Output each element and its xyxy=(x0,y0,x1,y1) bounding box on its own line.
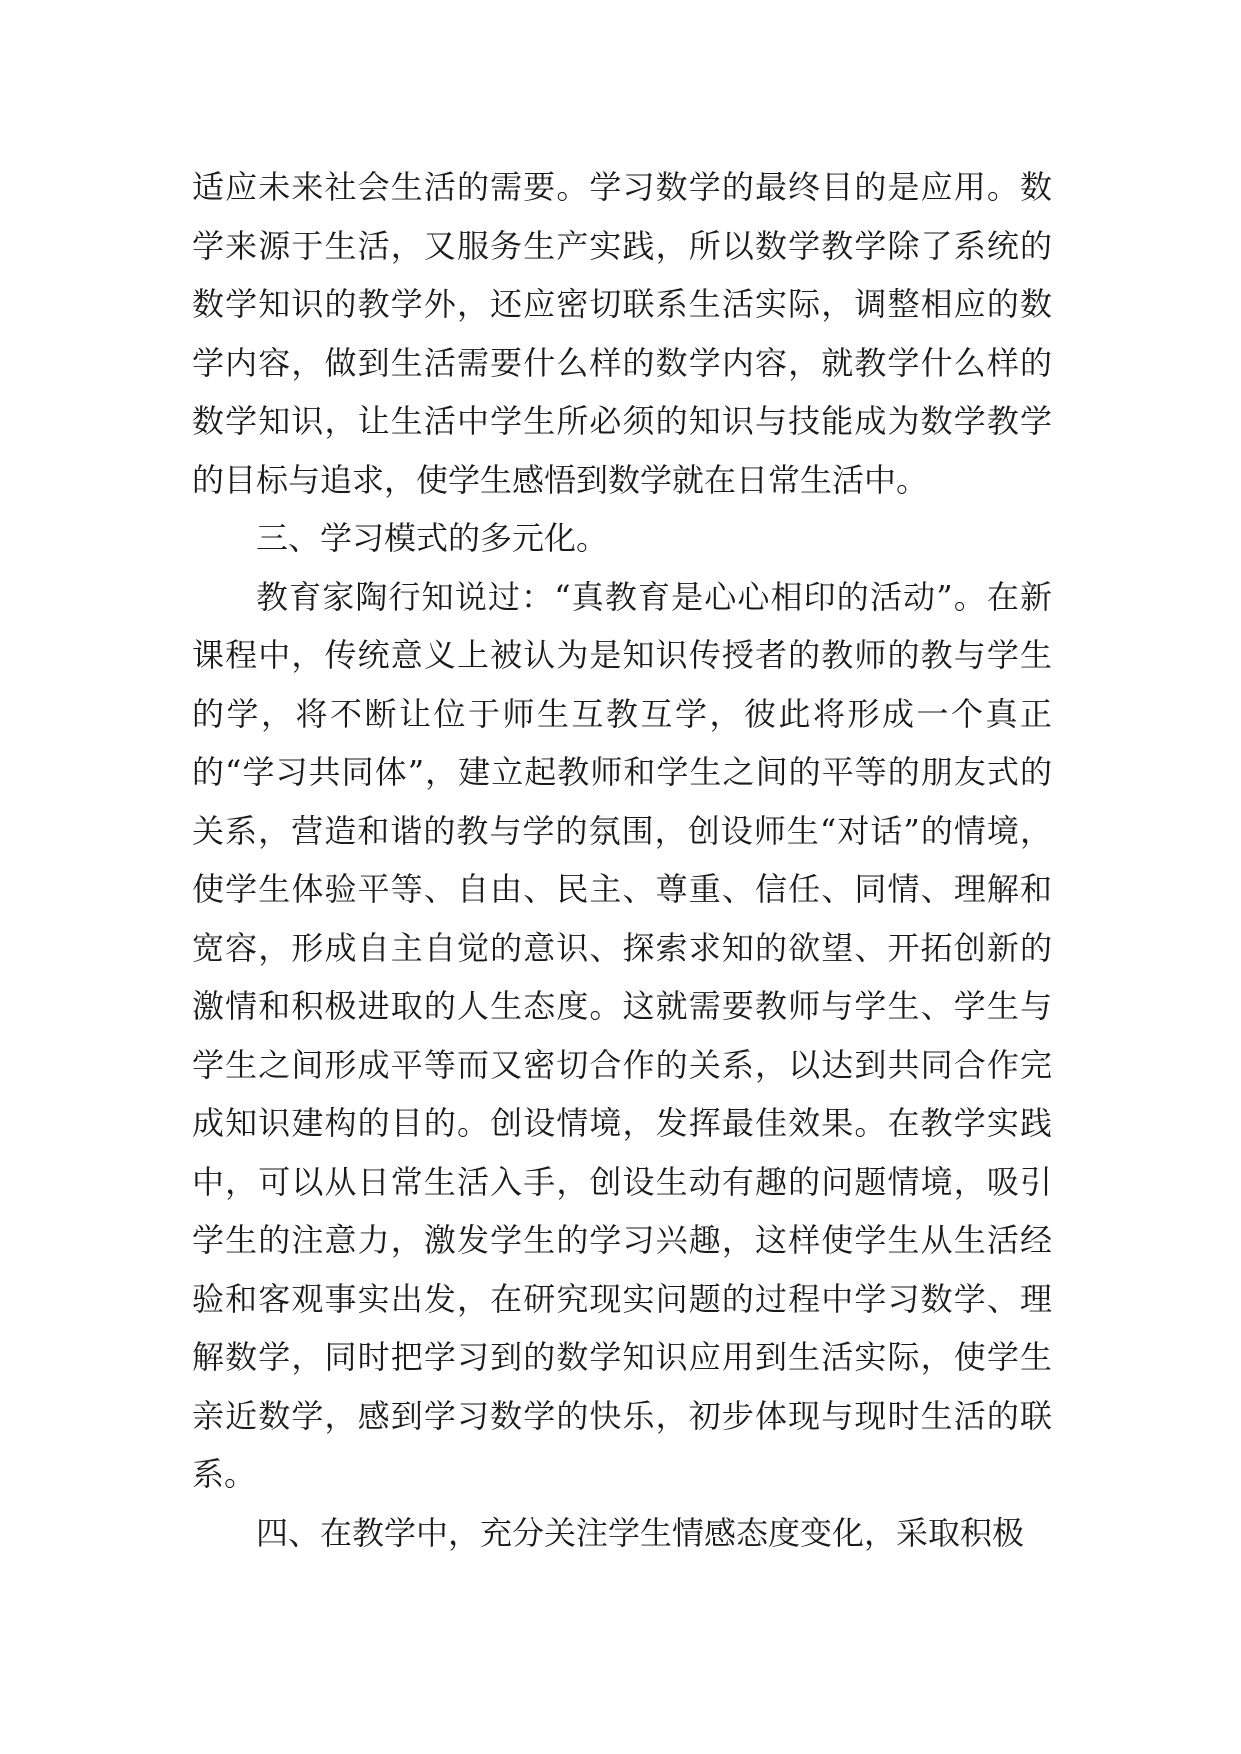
paragraph-continuation: 适应未来社会生活的需要。学习数学的最终目的是应用。数学来源于生活，又服务生产实践，所以数学教学除了系统的数学知识的教学外，还应密切联系生活实际，调整相应的数学内容，做到生活需要什么样的数学内容，就教学什么样的数学知识，让生活中学生所必须的知识与技能成为数学教学的目标与追求，使学生感悟到数学就在日常生活中。 xyxy=(192,168,1052,499)
section-heading-four: 四、在教学中，充分关注学生情感态度变化，采取积极 xyxy=(256,1513,1025,1552)
section-heading-three: 三、学习模式的多元化。 xyxy=(256,519,609,557)
paragraph-learning-mode: 教育家陶行知说过：“真教育是心心相印的活动”。在新课程中，传统意义上被认为是知识传授者的教师的教与学生的学，将不断让位于师生互教互学，彼此将形成一个真正的“学习共同体”，建立起教师和学生之间的平等的朋友式的关系，营造和谐的教与学的氛围，创设师生“对话”的情境，使学生体验平等、自由、民主、尊重、信任、同情、理解和宽容，形成自主自觉的意识、探索求知的欲望、开拓创新的激情和积极进取的人生态度。这就需要教师与学生、学生与学生之间形成平等而又密切合作的关系，以达到共同合作完成知识建构的目的。创设情境，发挥最佳效果。在教学实践中，可以从日常生活入手，创设生动有趣的问题情境，吸引学生的注意力，激发学生的学习兴趣，这样使学生从生活经验和客观事实出发，在研究现实问题的过程中学习数学、理解数学，同时把学习到的数学知识应用到生活实际，使学生亲近数学，感到学习数学的快乐，初步体现与现时生活的联系。 xyxy=(192,577,1052,1493)
document-body xyxy=(192,158,1052,1562)
